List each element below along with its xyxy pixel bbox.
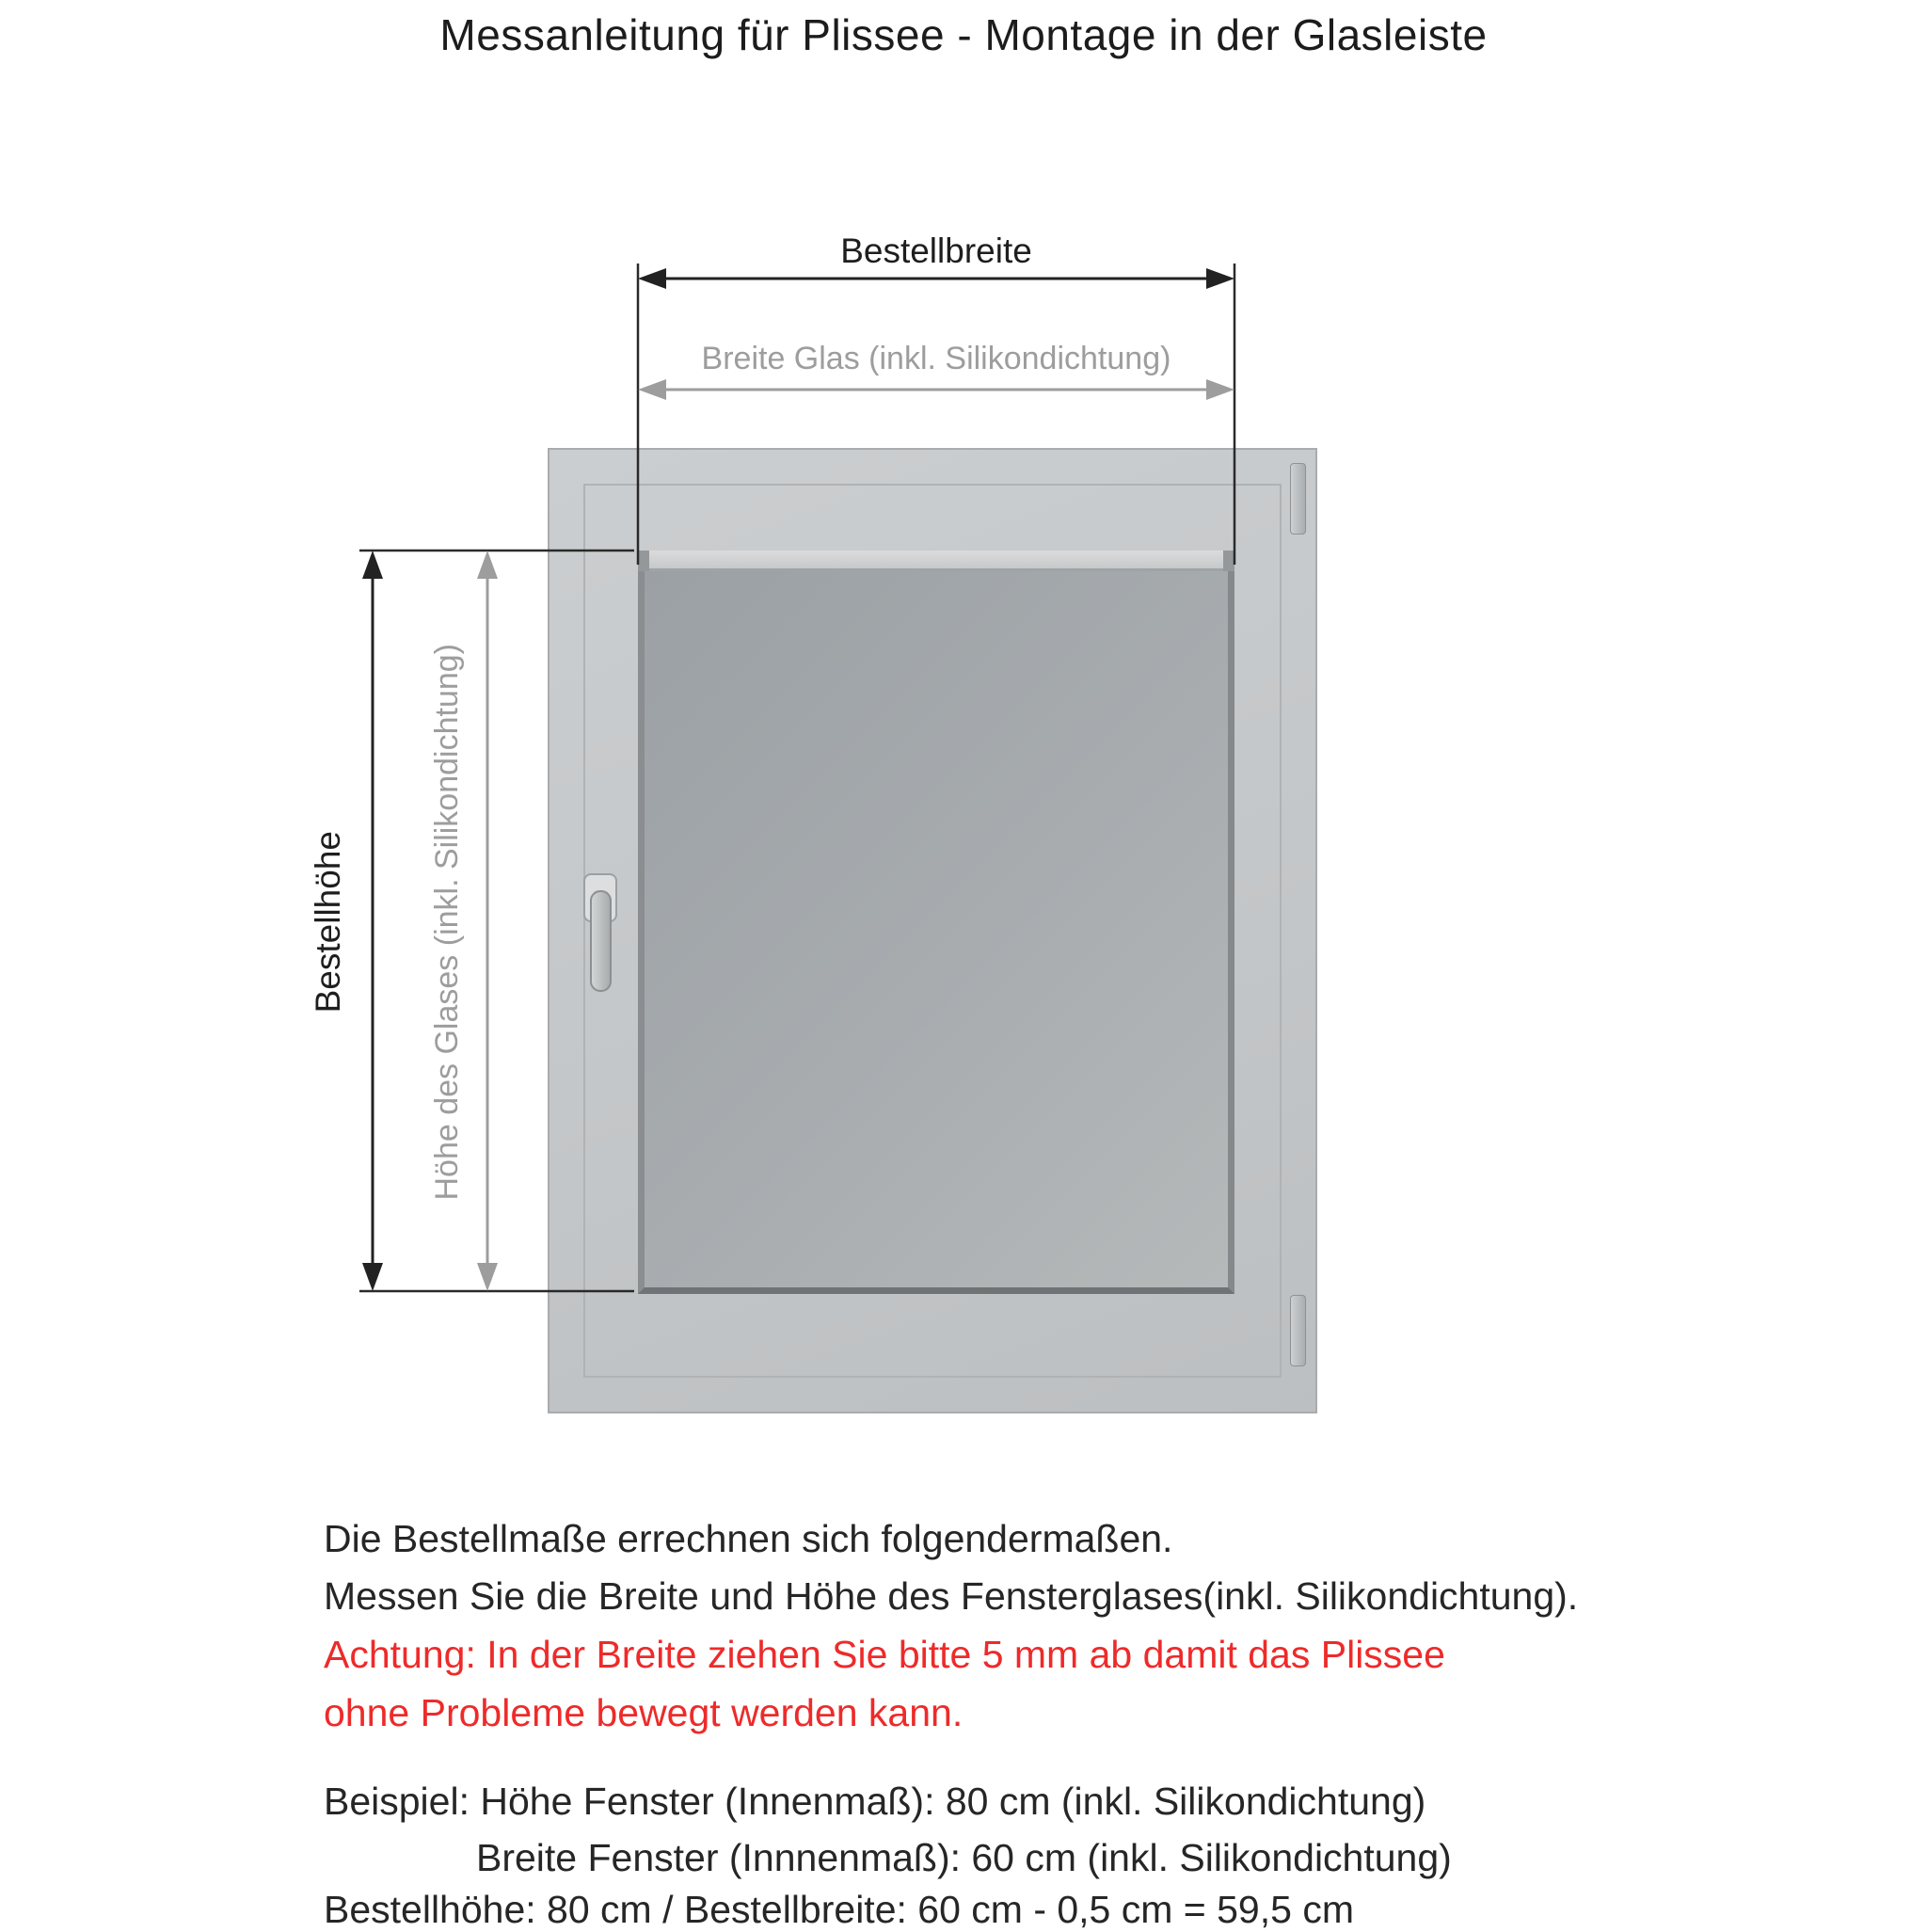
glass-width-arrow: [638, 379, 1234, 400]
rail-end-cap-right: [1223, 551, 1234, 571]
glass-height-arrow: [477, 551, 498, 1291]
window-hinge-bottom: [1290, 1295, 1306, 1366]
window-handle: [590, 890, 612, 992]
order-height-label: Bestellhöhe: [309, 831, 347, 1014]
warning-line-1: Achtung: In der Breite ziehen Sie bitte 5 mm ab damit das Plissee: [324, 1633, 1445, 1676]
example-line-1: Beispiel: Höhe Fenster (Innenmaß): 80 cm (inkl. Silikondichtung): [324, 1780, 1426, 1823]
glass-height-label: Höhe des Glases (inkl. Silikondichtung): [428, 644, 465, 1201]
plissee-top-rail: [638, 551, 1234, 571]
glass-width-label: Breite Glas (inkl. Silikondichtung): [701, 341, 1171, 376]
rail-end-cap-left: [638, 551, 649, 571]
order-width-arrow: [638, 268, 1234, 289]
instruction-line-2: Messen Sie die Breite und Höhe des Fensterglases(inkl. Silikondichtung).: [324, 1574, 1579, 1618]
window-hinge-top: [1290, 463, 1306, 535]
order-width-label: Bestellbreite: [840, 232, 1032, 270]
example-line-3: Bestellhöhe: 80 cm / Bestellbreite: 60 cm - 0,5 cm = 59,5 cm: [324, 1888, 1354, 1931]
instruction-line-1: Die Bestellmaße errechnen sich folgendermaßen.: [324, 1517, 1173, 1560]
example-line-2: Breite Fenster (Innnenmaß): 60 cm (inkl. Silikondichtung): [476, 1836, 1452, 1879]
order-height-arrow: [362, 551, 383, 1291]
window-glass: [638, 551, 1234, 1294]
page-title: Messanleitung für Plissee - Montage in der Glasleiste: [439, 10, 1488, 59]
warning-line-2: ohne Probleme bewegt werden kann.: [324, 1691, 964, 1734]
